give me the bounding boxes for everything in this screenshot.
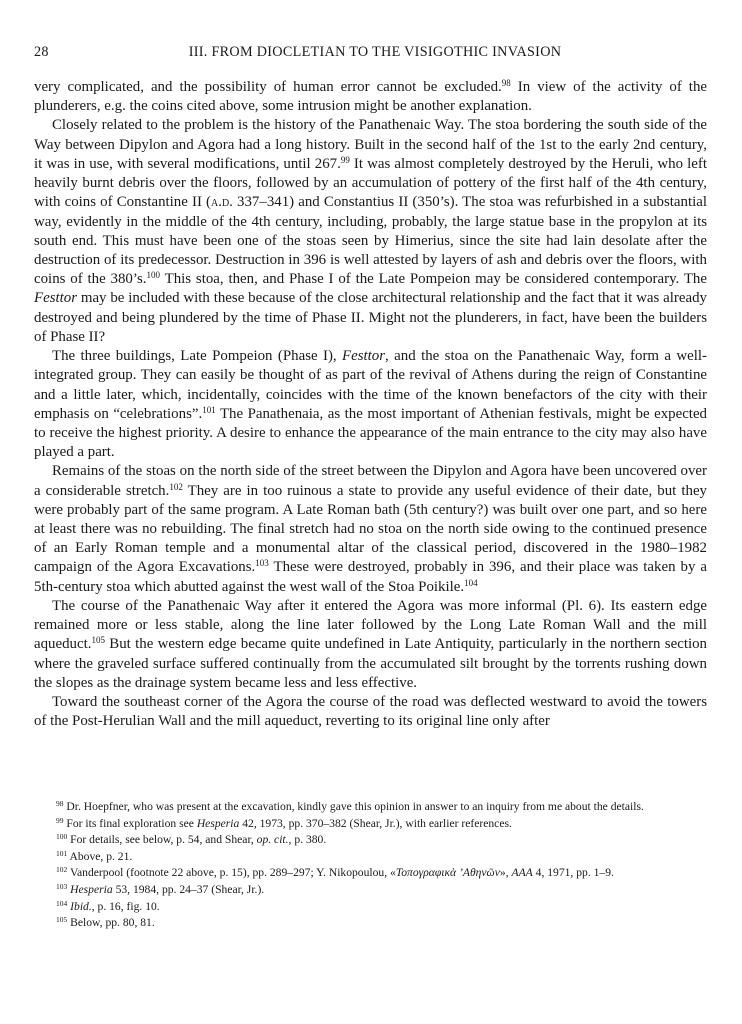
footnote-98	[34, 799, 707, 816]
footnote-102	[34, 865, 707, 882]
italic-text: Hesperia	[70, 882, 113, 896]
paragraph	[34, 597, 707, 693]
note-ref: 98	[501, 78, 511, 88]
text-run: 53, 1984, pp. 24–37 (Shear, Jr.).	[112, 882, 265, 896]
page-number: 28	[34, 44, 49, 60]
text-run: For details, see below, p. 54, and Shear,	[67, 833, 257, 847]
footnote-101	[34, 849, 707, 866]
text-run: In view of the activity of the plunderers, e.g. the coins cited above, some intrusion might be another explanation.	[34, 79, 708, 115]
paragraph	[34, 78, 707, 116]
note-ref: 104	[464, 577, 478, 588]
note-ref: 103	[255, 558, 269, 569]
text-run: »,	[499, 866, 512, 880]
text-run: Closely related to the problem is the history of the Panathenaic Way. The stoa bordering the south side of the Way between Dipylon and Agora had a long history. Built in the second half of the 1st to the early 2nd century, it was in use, with several modifications, until 267.	[34, 117, 707, 172]
note-ref: 104	[56, 898, 68, 908]
text-run: They are in too ruinous a state to provide any useful evidence of their date, but they were probably part of the same program. A Late Roman bath (5th century?) was built over one part, and so here at least there was no rebuilding. The final stretch had no stoa on the north side owing to the continued presence of an Early Roman temple and a monumental altar of the classical period, discovered in the 1980–1982 campaign of the Agora Excavations.	[34, 482, 707, 576]
text-run: Toward the southeast corner of the Agora the course of the road was deflected westward to avoid the towers of the Post-Herulian Wall and the mill aqueduct, reverting to its original line only after	[34, 694, 707, 730]
note-ref: 100	[56, 832, 68, 842]
footnote-103	[34, 882, 707, 899]
italic-text: AAA	[511, 866, 533, 880]
note-ref: 98	[56, 799, 64, 808]
note-ref: 105	[56, 915, 68, 925]
italic-text: op. cit.	[256, 833, 289, 847]
footnote-104	[34, 899, 707, 916]
note-ref: 102	[56, 865, 68, 875]
text-run: The course of the Panathenaic Way after it entered the Agora was more informal (Pl. 6). Its eastern edge remained more or less stable, along the line later followed by the Long Late Roman Wall and the mill aqueduct.	[34, 597, 707, 653]
note-ref: 101	[202, 404, 216, 415]
italic-text: Festtor	[34, 290, 78, 307]
text-run: , and the stoa on the Panathenaic Way, form a well-integrated group. They can easily be thought of as part of the revival of Athens during the reign of Constantine and a little later, which, incidentally, coincides with the time of the known benefactors of the city with their emphasis on “celebrations”.	[34, 348, 707, 422]
text-run: 337–341) and Constantius II (350’s). The stoa was refurbished in a substantial way, evidently in the middle of the 4th century, including, probably, the large statue base in the propylon at its south end. This must have been one of the stoas seen by Himerius, since the site had lain desolate after the destruction of its predecessor. Destruction in 396 is well attested by layers of ash and debris over the floors, with coins of the 380’s.	[34, 194, 707, 288]
text-run: , p. 380.	[288, 833, 327, 847]
paragraph	[34, 347, 707, 462]
text-run: , p. 16, fig. 10.	[91, 899, 160, 913]
note-ref: 99	[56, 815, 64, 825]
paragraph	[34, 693, 707, 731]
italic-text: Ibid.	[70, 899, 92, 913]
text-run: But the western edge became quite undefined in Late Antiquity, particularly in the northern section where the graveled surface suffered continually from the accumulated silt brought by the torrents rushing down the slopes as the drainage system became less and less effective.	[34, 636, 707, 691]
italic-text: Hesperia	[196, 816, 240, 830]
body-text	[34, 78, 707, 731]
text-run: may be included with these because of the close architectural relationship and the fact that it was already destroyed and being plundered by the time of Phase II. Might not the plunderers, in fact, have been the builders of Phase II?	[34, 290, 707, 345]
text-run: This stoa, then, and Phase I of the Late Pompeion may be considered contemporary. The	[160, 271, 707, 288]
note-ref: 105	[91, 635, 105, 646]
paragraph	[34, 462, 707, 597]
text-run: Vanderpool (footnote 22 above, p. 15), pp. 289–297; Y. Nikopoulou, «	[67, 866, 396, 880]
footnote-105	[34, 915, 707, 932]
note-ref: 102	[169, 481, 183, 492]
text-run: These were destroyed, probably in 396, and their place was taken by a 5th-century stoa which abutted against the west wall of the Stoa Poikile.	[34, 559, 707, 595]
text-run: 4, 1971, pp. 1–9.	[532, 866, 614, 880]
footnote-99	[34, 816, 707, 833]
note-ref: 100	[146, 270, 161, 281]
text-run: The three buildings, Late Pompeion (Phase I),	[52, 348, 343, 365]
note-ref: 99	[340, 154, 350, 165]
text-run: It was almost completely destroyed by the Heruli, who left heavily burnt debris over the floors, followed by an accumulation of pottery of the first half of the 4th century, with coins of Constantine II (	[34, 155, 707, 211]
note-ref: 101	[56, 848, 68, 858]
note-ref: 103	[56, 881, 68, 891]
page-header	[34, 41, 706, 63]
text-run: Remains of the stoas on the north side of the street between the Dipylon and Agora have been uncovered over a considerable stretch.	[34, 463, 707, 499]
italic-text: Festtor	[342, 348, 386, 365]
text-run: Above, p. 21.	[67, 849, 133, 863]
text-run: very complicated, and the possibility of human error cannot be excluded.	[34, 79, 502, 95]
small-caps-text: a.d.	[211, 194, 233, 211]
running-head: III. FROM DIOCLETIAN TO THE VISIGOTHIC INVASION	[188, 44, 562, 60]
footnotes	[34, 799, 707, 932]
paragraph	[34, 116, 707, 347]
text-run: For its final exploration see	[63, 816, 197, 830]
text-run: Dr. Hoepfner, who was present at the excavation, kindly gave this opinion in answer to an inquiry from me about the details.	[63, 800, 644, 813]
text-run: Below, pp. 80, 81.	[67, 916, 155, 930]
footnote-100	[34, 832, 707, 849]
text-run: 42, 1973, pp. 370–382 (Shear, Jr.), with earlier references.	[239, 816, 512, 830]
text-run: The Panathenaia, as the most important of Athenian festivals, might be expected to receive the highest priority. A desire to enhance the appearance of the main entrance to the city may also have played a part.	[34, 405, 707, 461]
italic-text: Τοπογραφικὰ ’Αθηνῶν	[395, 866, 500, 880]
